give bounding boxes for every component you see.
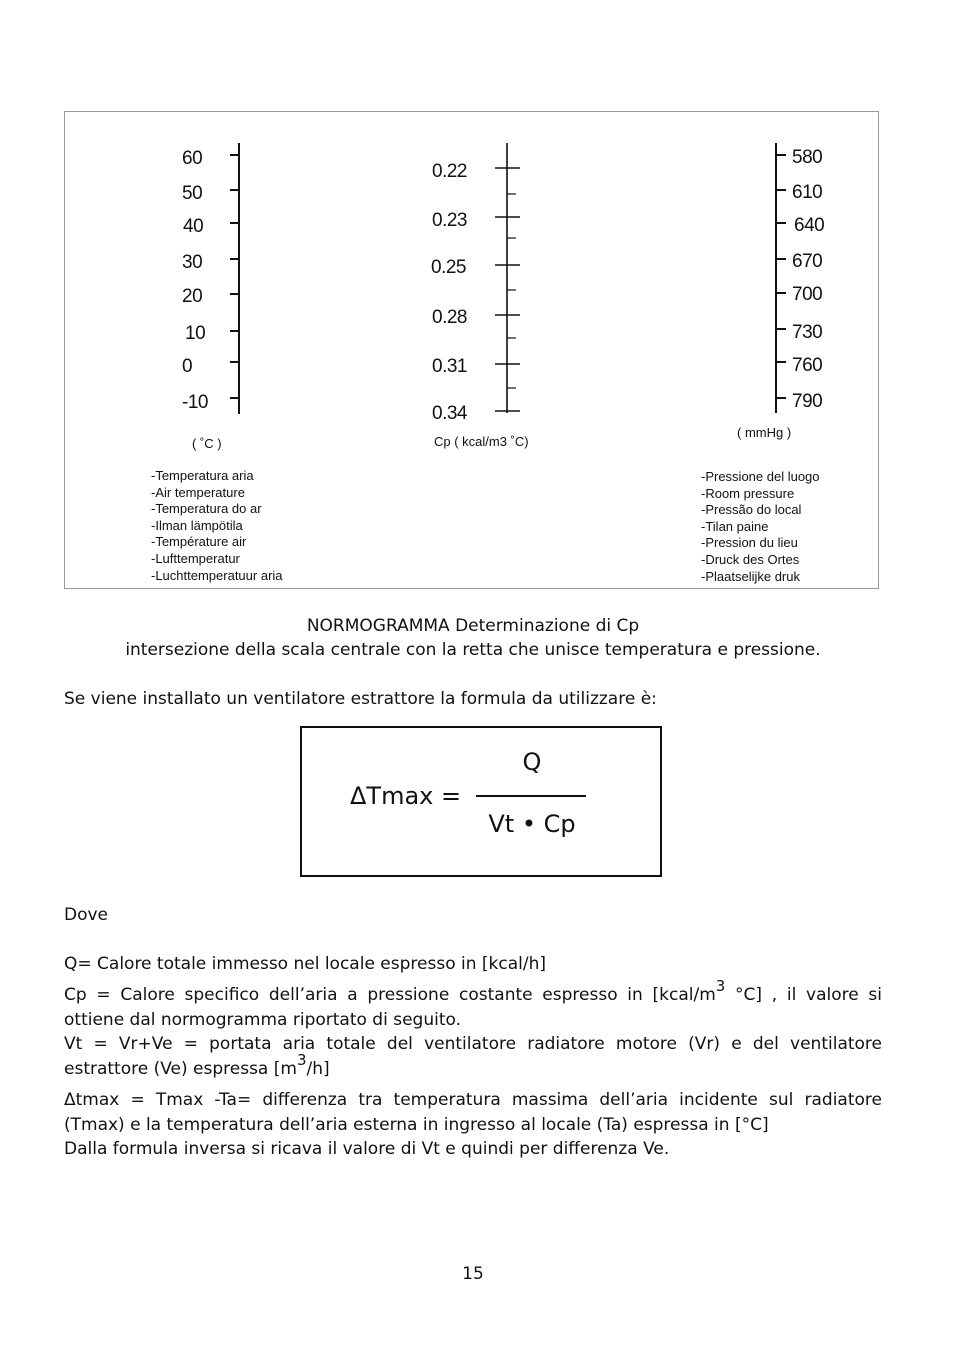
temperature-legend-item: -Lufttemperatur: [151, 550, 240, 566]
pressure-tick-label: 730: [792, 322, 823, 343]
cp-unit-label: Cp ( kcal/m3 ˚C): [434, 434, 529, 449]
cp-tick-label: 0.28: [432, 307, 467, 328]
definition-cp-text: Cp = Calore specifico dell’aria a pressione costante espresso in [kcal/m: [64, 985, 716, 1005]
formula-intro: Se viene installato un ventilatore estrattore la formula da utilizzare è:: [64, 689, 657, 709]
figure-caption-description: intersezione della scala centrale con la retta che unisce temperatura e pressione.: [125, 640, 821, 660]
cp-tick-labels: [431, 161, 468, 424]
page-number: 15: [462, 1264, 484, 1284]
temperature-legend-item: -Air temperature: [151, 484, 245, 500]
temperature-tick-label: 20: [182, 286, 203, 307]
definition-delta-t: Δtmax = Tmax -Ta= differenza tra temperatura massima dell’aria incidente sul radiatore (Tmax) e la temperatura dell’aria esterna in ingresso al locale (Ta) espressa in [°C]: [64, 1090, 882, 1135]
inverse-formula-note: Dalla formula inversa si ricava il valore di Vt e quindi per differenza Ve.: [64, 1139, 670, 1159]
pressure-tick-label: 790: [792, 391, 823, 412]
pressure-tick-label: 580: [792, 147, 823, 168]
pressure-unit-label: ( mmHg ): [737, 425, 792, 440]
definition-cp-exponent: 3: [715, 977, 726, 996]
cp-tick-label: 0.31: [432, 356, 467, 377]
temperature-legend-item: -Luchttemperatuur aria: [151, 567, 283, 583]
dove-label: Dove: [64, 905, 109, 925]
pressure-tick-label: 760: [792, 355, 823, 376]
pressure-tick-labels: [792, 147, 824, 412]
definition-vt-text-end: /h]: [306, 1058, 330, 1079]
temperature-tick-label: 50: [182, 183, 203, 204]
formula-denominator: Vt • Cp: [488, 810, 576, 838]
cp-tick-label: 0.25: [431, 257, 466, 278]
temperature-legend-item: -Ilman lämpötila: [151, 517, 243, 533]
temperature-tick-label: 30: [182, 252, 203, 273]
pressure-legend-item: -Room pressure: [701, 485, 795, 501]
pressure-legend-item: -Pression du lieu: [701, 535, 798, 551]
pressure-legend-item: -Pressione del luogo: [701, 469, 820, 484]
definition-vt-text: Vt = Vr+Ve = portata aria totale del ventilatore radiatore motore (Vr) e del ventilatore estrattore (Ve) espressa [m: [64, 1034, 882, 1079]
pressure-ticks: [776, 155, 786, 398]
cp-tick-label: 0.34: [432, 403, 467, 424]
temperature-tick-label: 60: [182, 148, 203, 169]
pressure-tick-label: 670: [792, 251, 823, 272]
temperature-legend-item: -Temperatura do ar: [151, 501, 262, 517]
cp-minor-ticks: [507, 194, 516, 388]
cp-tick-label: 0.22: [432, 161, 467, 182]
temperature-unit-label: ( ˚C ): [192, 436, 222, 451]
temperature-tick-labels: [182, 148, 208, 413]
figure-caption-title: NORMOGRAMMA Determinazione di Cp: [306, 616, 640, 636]
pressure-legend-item: -Plaatselijke druk: [701, 568, 800, 584]
temperature-tick-label: 10: [185, 323, 206, 344]
temperature-legend-item: -Température air: [151, 534, 247, 550]
pressure-tick-label: 610: [792, 182, 823, 203]
pressure-legend-item: -Druck des Ortes: [701, 551, 800, 567]
definition-cp: [64, 977, 882, 1032]
pressure-legend-item: -Pressão do local: [701, 502, 802, 518]
temperature-tick-label: -10: [182, 392, 208, 413]
temperature-legend: [151, 468, 283, 584]
pressure-legend: [701, 469, 820, 585]
temperature-legend-item: -Temperatura aria: [151, 468, 254, 483]
formula-lhs: ΔTmax =: [350, 782, 462, 810]
nomogram-figure: [64, 111, 879, 589]
definition-cp-text-end: °C] , il valore si ottiene dal normogramma riportato di seguito.: [64, 985, 882, 1030]
cp-tick-label: 0.23: [432, 210, 467, 231]
temperature-tick-label: 40: [183, 216, 204, 237]
pressure-tick-label: 700: [792, 284, 823, 305]
formula-box: [300, 726, 662, 877]
fraction-bar: [476, 795, 586, 797]
definition-q: Q= Calore totale immesso nel locale espresso in [kcal/h]: [64, 954, 547, 974]
temperature-ticks: [230, 155, 239, 398]
formula-numerator: Q: [522, 748, 542, 776]
temperature-tick-label: 0: [182, 356, 193, 377]
definition-vt-exponent: 3: [296, 1050, 307, 1069]
pressure-legend-item: -Tilan paine: [701, 518, 769, 534]
pressure-tick-label: 640: [794, 215, 825, 236]
definition-vt: [64, 1032, 882, 1081]
